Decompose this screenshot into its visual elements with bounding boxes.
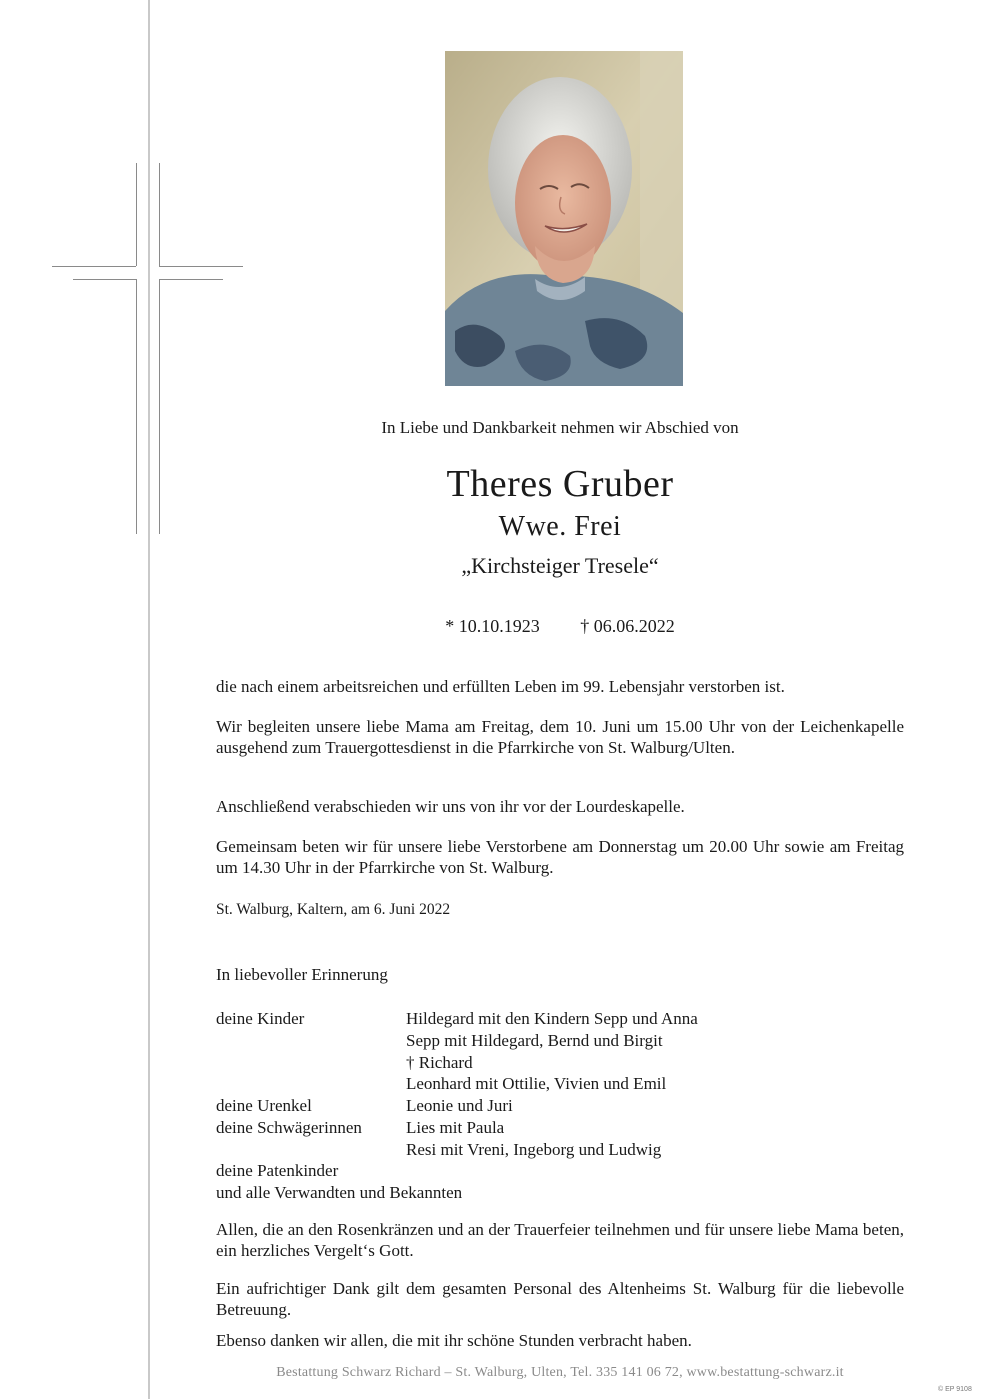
great-grandchildren-label: deine Urenkel bbox=[216, 1096, 312, 1115]
portrait-photo bbox=[445, 51, 683, 386]
relatives-label: und alle Verwandten und Bekannten bbox=[216, 1183, 463, 1202]
left-border-line bbox=[148, 0, 150, 1399]
list-item: Leonie und Juri bbox=[406, 1096, 513, 1116]
deceased-name: Theres Gruber bbox=[446, 463, 674, 505]
paragraph-staff-thanks: Ein aufrichtiger Dank gilt dem gesamten Personal des Altenheims St. Walburg für die liebevolle Betreuung. bbox=[216, 1279, 904, 1319]
list-item: Resi mit Vreni, Ingeborg und Ludwig bbox=[406, 1139, 662, 1159]
paragraph-final-thanks: Ebenso danken wir allen, die mit ihr schöne Stunden verbracht haben. bbox=[216, 1331, 692, 1350]
list-item: † Richard bbox=[406, 1052, 473, 1072]
list-item: Hildegard mit den Kindern Sepp und Anna bbox=[406, 1009, 698, 1028]
birth-date: * 10.10.1923 bbox=[445, 616, 540, 636]
list-item: Lies mit Paula bbox=[406, 1117, 505, 1137]
paragraph-funeral: Wir begleiten unsere liebe Mama am Freitag, dem 10. Juni um 15.00 Uhr von der Leichenkapelle ausgehend zum Trauergottesdienst in die Pfarrkirche von St. Walburg/Ulten. bbox=[216, 717, 904, 757]
list-item: Leonhard mit Ottilie, Vivien und Emil bbox=[406, 1074, 667, 1094]
paragraph-thanks: Allen, die an den Rosenkränzen und an der Trauerfeier teilnehmen und für unsere liebe Mama beten, ein herzliches Vergelt‘s Gott. bbox=[216, 1220, 904, 1260]
print-code: © EP 9108 bbox=[938, 1386, 972, 1393]
list-item: Sepp mit Hildegard, Bernd und Birgit bbox=[406, 1030, 663, 1050]
children-list bbox=[406, 1008, 698, 1161]
funeral-home-footer: Bestattung Schwarz Richard – St. Walburg, Ulten, Tel. 335 141 06 72, www.bestattung-schwarz.it bbox=[276, 1365, 844, 1380]
children-label: deine Kinder bbox=[216, 1009, 305, 1028]
godchildren-label: deine Patenkinder bbox=[216, 1161, 339, 1180]
place-date: St. Walburg, Kaltern, am 6. Juni 2022 bbox=[216, 901, 451, 918]
nickname: „Kirchsteiger Tresele“ bbox=[461, 553, 659, 578]
widow-name: Wwe. Frei bbox=[498, 511, 622, 542]
paragraph-age: die nach einem arbeitsreichen und erfüllten Leben im 99. Lebensjahr verstorben ist. bbox=[216, 677, 785, 696]
sisters-in-law-label: deine Schwägerinnen bbox=[216, 1118, 362, 1137]
memory-heading: In liebevoller Erinnerung bbox=[216, 965, 388, 984]
death-date: † 06.06.2022 bbox=[580, 616, 675, 636]
intro-text: In Liebe und Dankbarkeit nehmen wir Abschied von bbox=[381, 418, 739, 437]
life-dates bbox=[150, 616, 970, 637]
paragraph-farewell: Anschließend verabschieden wir uns von ihr vor der Lourdeskapelle. bbox=[216, 797, 685, 816]
paragraph-prayer: Gemeinsam beten wir für unsere liebe Verstorbene am Donnerstag um 20.00 Uhr sowie am Freitag um 14.30 Uhr in der Pfarrkirche von St. Walburg. bbox=[216, 837, 904, 877]
